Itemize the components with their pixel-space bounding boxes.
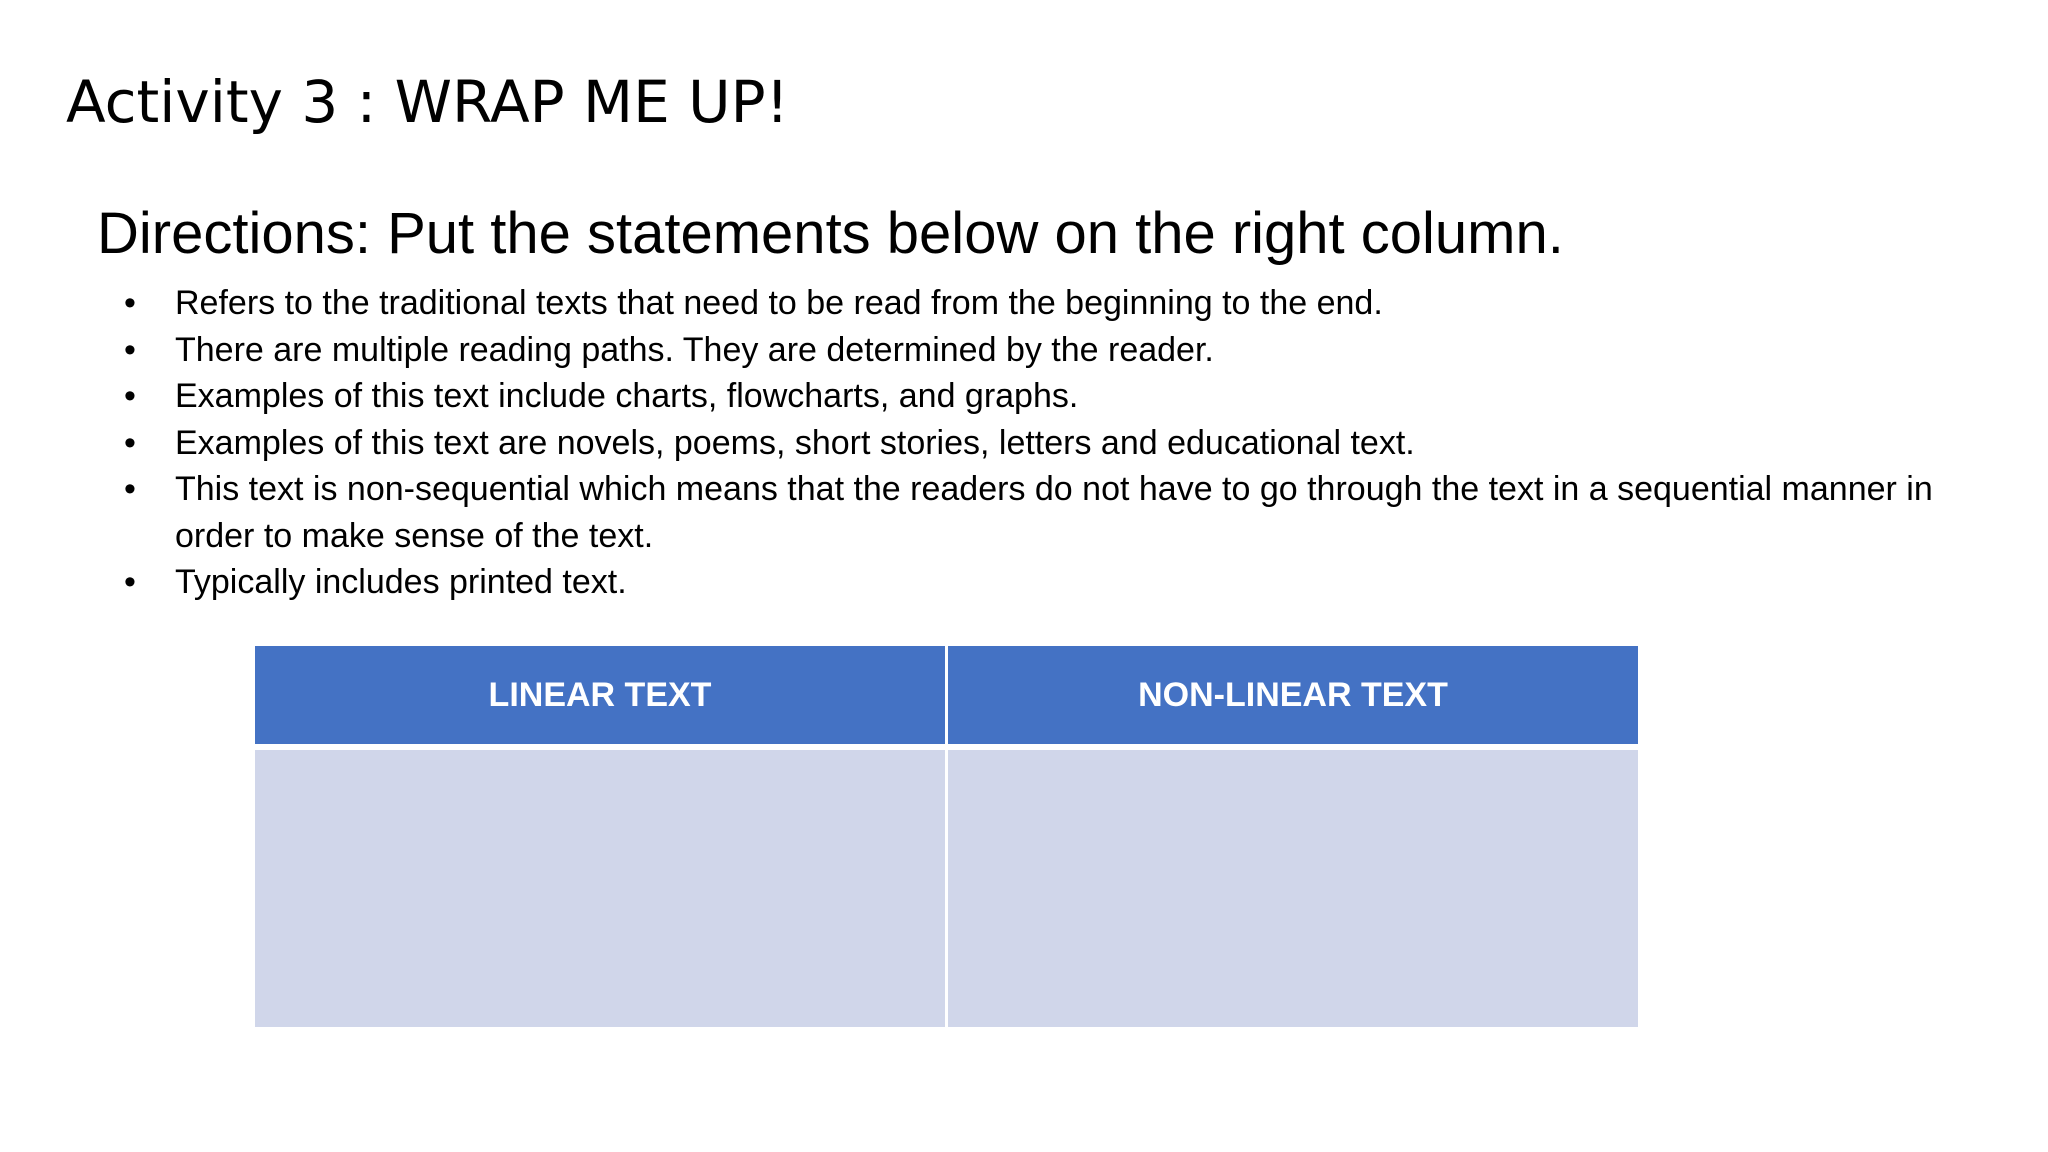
table-row xyxy=(255,747,1638,1027)
statement-text: Examples of this text are novels, poems, short stories, letters and educational text. xyxy=(175,423,1415,462)
sorting-table xyxy=(255,646,1638,1027)
slide-title: Activity 3 : WRAP ME UP! xyxy=(66,68,789,136)
table-header-row xyxy=(255,646,1638,747)
non-linear-text-cell[interactable] xyxy=(947,747,1639,1027)
bullet-icon: • xyxy=(124,330,136,369)
statement-text: There are multiple reading paths. They are determined by the reader. xyxy=(175,330,1214,369)
linear-text-cell[interactable] xyxy=(255,747,947,1027)
statement-text: This text is non-sequential which means that the readers do not have to go through the text in a sequential manner in order to make sense of the text. xyxy=(175,470,1933,555)
directions-text: Directions: Put the statements below on the right column. xyxy=(97,201,1564,266)
statement-item xyxy=(124,559,2004,606)
bullet-icon: • xyxy=(124,563,136,601)
statement-item xyxy=(124,466,2004,559)
header-linear-text: LINEAR TEXT xyxy=(255,646,947,747)
bullet-icon: • xyxy=(124,377,136,415)
bullet-icon: • xyxy=(124,470,136,508)
statement-list xyxy=(124,280,2004,606)
statement-text: Typically includes printed text. xyxy=(175,563,627,601)
statement-item xyxy=(124,420,2004,467)
statement-text: Examples of this text include charts, flowcharts, and graphs. xyxy=(175,377,1079,415)
statement-item xyxy=(124,373,2004,420)
bullet-icon: • xyxy=(124,423,136,462)
bullet-icon: • xyxy=(124,284,136,322)
sorting-table-container xyxy=(255,646,1638,1027)
statement-item xyxy=(124,280,2004,327)
statement-text: Refers to the traditional texts that need to be read from the beginning to the end. xyxy=(175,284,1383,322)
header-non-linear-text: NON-LINEAR TEXT xyxy=(947,646,1639,747)
statement-item xyxy=(124,327,2004,374)
